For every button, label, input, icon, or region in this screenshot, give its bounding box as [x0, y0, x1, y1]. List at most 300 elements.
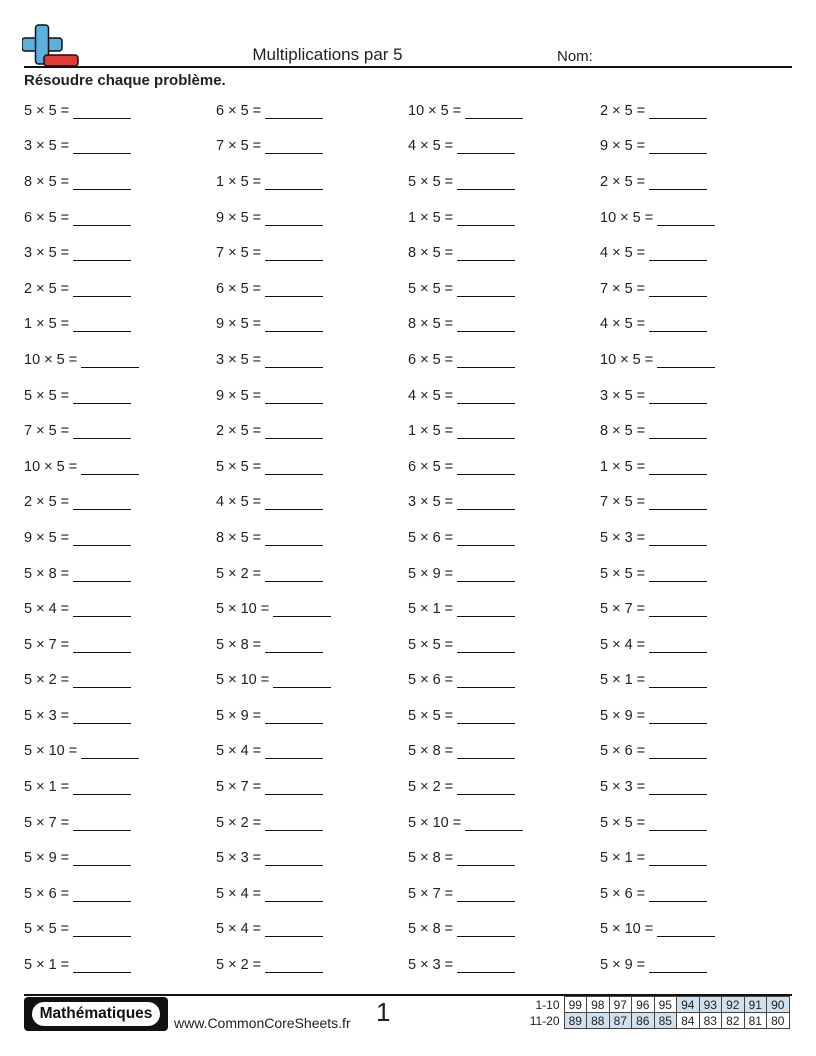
answer-blank[interactable] [457, 712, 515, 724]
answer-blank[interactable] [73, 178, 131, 190]
problem-item [24, 876, 216, 912]
problem-equation: 5 × 4 = [600, 636, 646, 653]
problem-equation: 5 × 5 = [408, 636, 454, 653]
problem-item [600, 129, 792, 165]
problem-item [408, 449, 600, 485]
problem-equation: 5 × 1 = [408, 601, 454, 618]
problem-item [408, 663, 600, 699]
answer-blank[interactable] [73, 214, 131, 226]
problem-equation: 1 × 5 = [408, 423, 454, 440]
answer-blank[interactable] [649, 534, 707, 546]
problem-item [600, 556, 792, 592]
problem-equation: 8 × 5 = [600, 423, 646, 440]
answer-blank[interactable] [73, 676, 131, 688]
answer-blank[interactable] [73, 854, 131, 866]
problem-item [600, 200, 792, 236]
problem-equation: 9 × 5 = [24, 529, 70, 546]
answer-blank[interactable] [265, 570, 323, 582]
answer-blank[interactable] [457, 142, 515, 154]
answer-blank[interactable] [81, 463, 139, 475]
answer-blank[interactable] [457, 854, 515, 866]
problem-item [216, 912, 408, 948]
answer-blank[interactable] [457, 676, 515, 688]
problem-item [408, 698, 600, 734]
answer-blank[interactable] [649, 463, 707, 475]
problem-item [408, 734, 600, 770]
answer-blank[interactable] [457, 320, 515, 332]
problem-equation: 5 × 5 = [600, 814, 646, 831]
problem-item [216, 93, 408, 129]
answer-blank[interactable] [649, 961, 707, 973]
problem-equation: 5 × 8 = [408, 743, 454, 760]
score-range-label: 1-10 [535, 997, 560, 1012]
problem-equation: 3 × 5 = [600, 387, 646, 404]
problem-equation: 10 × 5 = [408, 102, 462, 119]
problem-item [600, 307, 792, 343]
problem-equation: 5 × 5 = [408, 280, 454, 297]
problem-equation: 5 × 3 = [24, 707, 70, 724]
answer-blank[interactable] [457, 783, 515, 795]
problem-item [216, 164, 408, 200]
answer-blank[interactable] [649, 676, 707, 688]
answer-blank[interactable] [265, 178, 323, 190]
answer-blank[interactable] [465, 819, 523, 831]
answer-blank[interactable] [649, 570, 707, 582]
answer-blank[interactable] [265, 641, 323, 653]
problem-equation: 9 × 5 = [600, 138, 646, 155]
answer-blank[interactable] [73, 392, 131, 404]
score-cell: 86 [632, 1013, 655, 1029]
problem-equation: 9 × 5 = [216, 209, 262, 226]
problem-item [216, 876, 408, 912]
answer-blank[interactable] [649, 285, 707, 297]
problem-equation: 5 × 3 = [600, 779, 646, 796]
answer-blank[interactable] [657, 356, 715, 368]
problem-equation: 5 × 9 = [408, 565, 454, 582]
answer-blank[interactable] [457, 427, 515, 439]
problem-item [600, 342, 792, 378]
problem-equation: 5 × 3 = [408, 957, 454, 974]
problem-equation: 5 × 8 = [408, 921, 454, 938]
answer-blank[interactable] [657, 925, 715, 937]
problem-item [24, 129, 216, 165]
problem-equation: 5 × 8 = [216, 636, 262, 653]
problem-equation: 5 × 2 = [216, 957, 262, 974]
problem-item [216, 663, 408, 699]
answer-blank[interactable] [265, 463, 323, 475]
answer-blank[interactable] [265, 214, 323, 226]
problem-item [408, 627, 600, 663]
answer-blank[interactable] [457, 214, 515, 226]
answer-blank[interactable] [265, 285, 323, 297]
problem-item [408, 556, 600, 592]
answer-blank[interactable] [649, 605, 707, 617]
problem-equation: 5 × 1 = [600, 672, 646, 689]
score-cell: 97 [609, 997, 632, 1013]
problem-equation: 5 × 5 = [24, 387, 70, 404]
problem-equation: 4 × 5 = [408, 387, 454, 404]
problem-item [216, 342, 408, 378]
problem-equation: 5 × 5 = [24, 102, 70, 119]
problem-equation: 5 × 3 = [216, 850, 262, 867]
score-cell: 92 [722, 997, 745, 1013]
problem-equation: 5 × 9 = [600, 707, 646, 724]
problem-equation: 7 × 5 = [216, 245, 262, 262]
answer-blank[interactable] [457, 747, 515, 759]
answer-blank[interactable] [649, 142, 707, 154]
problem-equation: 5 × 7 = [408, 885, 454, 902]
problem-equation: 9 × 5 = [216, 387, 262, 404]
problem-equation: 9 × 5 = [216, 316, 262, 333]
problem-equation: 5 × 6 = [600, 885, 646, 902]
answer-blank[interactable] [265, 961, 323, 973]
problem-item [408, 805, 600, 841]
problem-equation: 5 × 7 = [600, 601, 646, 618]
problem-equation: 6 × 5 = [408, 351, 454, 368]
problem-item [216, 947, 408, 983]
answer-blank[interactable] [457, 570, 515, 582]
problem-equation: 10 × 5 = [600, 209, 654, 226]
problem-item [600, 663, 792, 699]
problem-item [24, 840, 216, 876]
score-cell: 98 [587, 997, 610, 1013]
answer-blank[interactable] [265, 890, 323, 902]
problem-item [408, 912, 600, 948]
problem-item [216, 556, 408, 592]
problem-equation: 2 × 5 = [24, 280, 70, 297]
problem-item [24, 912, 216, 948]
problem-item [600, 164, 792, 200]
problem-equation: 1 × 5 = [216, 173, 262, 190]
problem-item [216, 769, 408, 805]
website-link[interactable]: www.CommonCoreSheets.fr [174, 1015, 351, 1031]
answer-blank[interactable] [457, 285, 515, 297]
answer-blank[interactable] [73, 890, 131, 902]
problem-equation: 5 × 9 = [600, 957, 646, 974]
answer-blank[interactable] [73, 819, 131, 831]
score-key-row [526, 1013, 789, 1029]
answer-blank[interactable] [265, 142, 323, 154]
problem-item [600, 947, 792, 983]
problem-equation: 7 × 5 = [600, 280, 646, 297]
problem-equation: 4 × 5 = [216, 494, 262, 511]
answer-blank[interactable] [649, 249, 707, 261]
answer-blank[interactable] [649, 107, 707, 119]
answer-blank[interactable] [457, 925, 515, 937]
page-title: Multiplications par 5 [252, 45, 403, 64]
page-number: 1 [376, 997, 391, 1027]
answer-blank[interactable] [265, 107, 323, 119]
score-cell: 90 [767, 997, 790, 1013]
problem-item [216, 235, 408, 271]
problem-equation: 5 × 8 = [408, 850, 454, 867]
answer-blank[interactable] [457, 178, 515, 190]
problem-item [408, 271, 600, 307]
answer-blank[interactable] [649, 641, 707, 653]
problem-equation: 5 × 10 = [216, 672, 270, 689]
problem-item [216, 485, 408, 521]
answer-blank[interactable] [649, 392, 707, 404]
score-cell: 95 [654, 997, 677, 1013]
problem-item [24, 556, 216, 592]
problem-item [216, 840, 408, 876]
problem-equation: 3 × 5 = [24, 138, 70, 155]
problem-equation: 5 × 10 = [216, 601, 270, 618]
problem-item [600, 271, 792, 307]
problem-item [24, 591, 216, 627]
problem-item [24, 307, 216, 343]
problem-item [24, 93, 216, 129]
problem-item [408, 235, 600, 271]
problem-item [24, 734, 216, 770]
problem-equation: 1 × 5 = [600, 458, 646, 475]
problem-equation: 5 × 2 = [24, 672, 70, 689]
answer-blank[interactable] [73, 712, 131, 724]
problem-item [216, 307, 408, 343]
problem-item [600, 805, 792, 841]
answer-blank[interactable] [73, 107, 131, 119]
answer-blank[interactable] [73, 534, 131, 546]
score-key-row [526, 997, 789, 1013]
answer-blank[interactable] [73, 961, 131, 973]
problem-equation: 5 × 10 = [408, 814, 462, 831]
score-cell: 83 [699, 1013, 722, 1029]
score-cell: 91 [744, 997, 767, 1013]
answer-blank[interactable] [457, 498, 515, 510]
answer-blank[interactable] [265, 925, 323, 937]
subject-badge [24, 997, 168, 1031]
problem-equation: 8 × 5 = [216, 529, 262, 546]
problem-item [24, 271, 216, 307]
problem-equation: 5 × 9 = [24, 850, 70, 867]
problem-equation: 8 × 5 = [408, 245, 454, 262]
problem-equation: 10 × 5 = [24, 458, 78, 475]
problem-item [216, 520, 408, 556]
problem-equation: 8 × 5 = [24, 173, 70, 190]
problem-equation: 3 × 5 = [408, 494, 454, 511]
problem-item [24, 627, 216, 663]
problem-item [216, 591, 408, 627]
answer-blank[interactable] [81, 747, 139, 759]
problem-item [600, 520, 792, 556]
answer-blank[interactable] [265, 854, 323, 866]
answer-blank[interactable] [73, 427, 131, 439]
problem-item [600, 413, 792, 449]
problem-item [408, 93, 600, 129]
problem-item [216, 200, 408, 236]
problem-item [216, 413, 408, 449]
answer-blank[interactable] [465, 107, 523, 119]
problem-equation: 5 × 6 = [408, 672, 454, 689]
problem-item [408, 200, 600, 236]
problem-equation: 6 × 5 = [24, 209, 70, 226]
answer-blank[interactable] [73, 641, 131, 653]
answer-blank[interactable] [73, 320, 131, 332]
answer-blank[interactable] [73, 605, 131, 617]
answer-blank[interactable] [265, 427, 323, 439]
score-cell: 87 [609, 1013, 632, 1029]
problem-item [24, 449, 216, 485]
answer-blank[interactable] [649, 178, 707, 190]
problem-equation: 5 × 5 = [24, 921, 70, 938]
problem-item [600, 876, 792, 912]
problem-item [600, 840, 792, 876]
problem-item [408, 342, 600, 378]
answer-blank[interactable] [265, 356, 323, 368]
problem-item [24, 698, 216, 734]
score-cell: 96 [632, 997, 655, 1013]
problem-item [24, 805, 216, 841]
answer-blank[interactable] [649, 498, 707, 510]
answer-blank[interactable] [457, 249, 515, 261]
problem-equation: 10 × 5 = [24, 351, 78, 368]
answer-blank[interactable] [457, 463, 515, 475]
score-cell: 94 [677, 997, 700, 1013]
answer-blank[interactable] [273, 605, 331, 617]
problem-equation: 5 × 6 = [600, 743, 646, 760]
answer-blank[interactable] [265, 320, 323, 332]
score-cell: 99 [564, 997, 587, 1013]
problem-equation: 1 × 5 = [24, 316, 70, 333]
problem-item [600, 235, 792, 271]
score-cell: 85 [654, 1013, 677, 1029]
score-cell: 84 [677, 1013, 700, 1029]
problem-item [600, 912, 792, 948]
problem-equation: 6 × 5 = [408, 458, 454, 475]
problem-item [408, 378, 600, 414]
score-cell: 88 [587, 1013, 610, 1029]
problem-item [408, 947, 600, 983]
problem-item [216, 698, 408, 734]
answer-blank[interactable] [273, 676, 331, 688]
answer-blank[interactable] [73, 925, 131, 937]
answer-blank[interactable] [649, 783, 707, 795]
problem-item [24, 413, 216, 449]
score-cell: 89 [564, 1013, 587, 1029]
score-range-label: 11-20 [529, 1013, 560, 1028]
answer-blank[interactable] [265, 392, 323, 404]
problem-item [24, 200, 216, 236]
problem-equation: 5 × 7 = [216, 779, 262, 796]
answer-blank[interactable] [73, 285, 131, 297]
problem-equation: 5 × 6 = [408, 529, 454, 546]
problem-item [600, 769, 792, 805]
problem-item [24, 947, 216, 983]
answer-blank[interactable] [265, 783, 323, 795]
problem-item [408, 485, 600, 521]
answer-blank[interactable] [649, 712, 707, 724]
problem-item [216, 129, 408, 165]
problem-equation: 2 × 5 = [216, 423, 262, 440]
score-cell: 82 [722, 1013, 745, 1029]
problem-item [600, 734, 792, 770]
problem-equation: 4 × 5 = [600, 316, 646, 333]
problem-equation: 5 × 5 = [408, 173, 454, 190]
answer-blank[interactable] [649, 320, 707, 332]
problem-equation: 10 × 5 = [600, 351, 654, 368]
problem-item [600, 93, 792, 129]
answer-blank[interactable] [265, 249, 323, 261]
instructions: Résoudre chaque problème. [24, 72, 226, 89]
problem-equation: 8 × 5 = [408, 316, 454, 333]
problem-equation: 7 × 5 = [24, 423, 70, 440]
answer-blank[interactable] [649, 747, 707, 759]
problem-item [24, 164, 216, 200]
problem-equation: 6 × 5 = [216, 102, 262, 119]
problem-equation: 5 × 6 = [24, 885, 70, 902]
problem-equation: 3 × 5 = [24, 245, 70, 262]
answer-blank[interactable] [457, 356, 515, 368]
answer-blank[interactable] [265, 498, 323, 510]
answer-blank[interactable] [73, 249, 131, 261]
problem-equation: 7 × 5 = [600, 494, 646, 511]
problem-equation: 5 × 4 = [216, 743, 262, 760]
answer-blank[interactable] [73, 142, 131, 154]
problem-equation: 5 × 10 = [24, 743, 78, 760]
name-label: Nom: [557, 48, 593, 65]
answer-blank[interactable] [73, 498, 131, 510]
problem-item [24, 235, 216, 271]
problem-item [24, 342, 216, 378]
answer-blank[interactable] [649, 819, 707, 831]
problem-item [600, 485, 792, 521]
answer-blank[interactable] [649, 427, 707, 439]
problem-equation: 5 × 8 = [24, 565, 70, 582]
answer-blank[interactable] [265, 712, 323, 724]
problem-equation: 5 × 9 = [216, 707, 262, 724]
problem-item [216, 271, 408, 307]
problem-item [216, 627, 408, 663]
problem-equation: 7 × 5 = [216, 138, 262, 155]
subject-label: Mathématiques [32, 1002, 161, 1026]
problem-equation: 5 × 1 = [24, 779, 70, 796]
answer-blank[interactable] [457, 961, 515, 973]
problem-item [600, 698, 792, 734]
problem-item [408, 129, 600, 165]
problem-item [408, 840, 600, 876]
problem-equation: 2 × 5 = [600, 173, 646, 190]
problem-equation: 5 × 2 = [408, 779, 454, 796]
problem-item [408, 307, 600, 343]
answer-blank[interactable] [657, 214, 715, 226]
answer-blank[interactable] [81, 356, 139, 368]
problem-equation: 5 × 1 = [24, 957, 70, 974]
problem-equation: 4 × 5 = [408, 138, 454, 155]
answer-blank[interactable] [457, 534, 515, 546]
answer-blank[interactable] [265, 534, 323, 546]
problem-item [24, 378, 216, 414]
answer-blank[interactable] [457, 641, 515, 653]
problem-equation: 5 × 10 = [600, 921, 654, 938]
answer-blank[interactable] [649, 854, 707, 866]
score-cell: 81 [744, 1013, 767, 1029]
answer-blank[interactable] [73, 570, 131, 582]
answer-blank[interactable] [457, 605, 515, 617]
answer-blank[interactable] [265, 747, 323, 759]
answer-blank[interactable] [73, 783, 131, 795]
problem-equation: 5 × 7 = [24, 814, 70, 831]
answer-blank[interactable] [265, 819, 323, 831]
answer-blank[interactable] [457, 890, 515, 902]
problem-equation: 4 × 5 = [600, 245, 646, 262]
answer-blank[interactable] [457, 392, 515, 404]
problem-item [24, 485, 216, 521]
problem-item [216, 449, 408, 485]
problem-item [408, 769, 600, 805]
answer-blank[interactable] [649, 890, 707, 902]
problem-item [408, 876, 600, 912]
score-cell: 80 [767, 1013, 790, 1029]
